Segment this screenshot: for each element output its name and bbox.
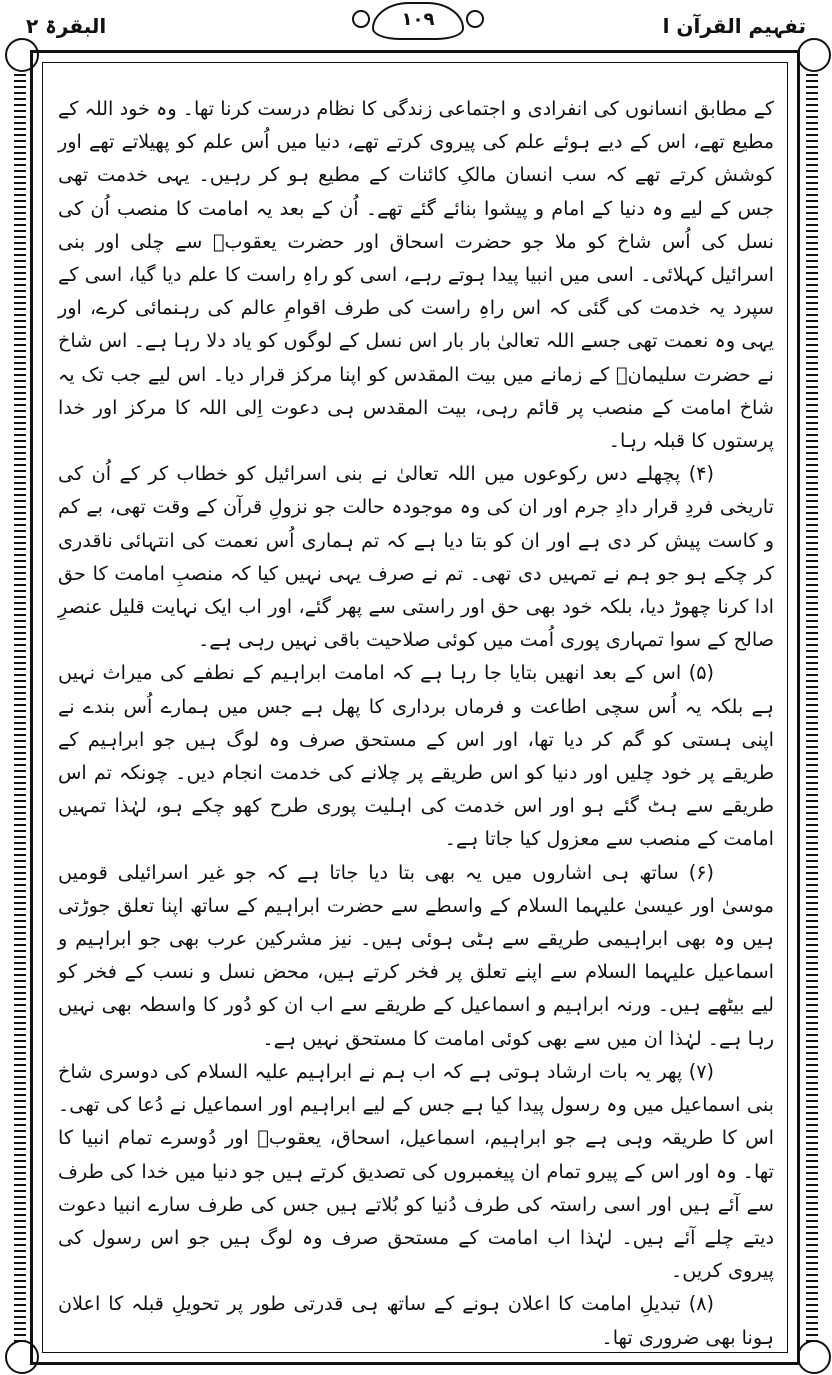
corner-ornament-icon [797,1340,831,1374]
ornament-left-icon [352,10,370,28]
paragraph-6: (۶) ساتھ ہی اشاروں میں یہ بھی بتا دیا جاتا ہے کہ جو غیر اسرائیلی قومیں موسیٰ اور عیسیٰ علیہما السلام کے واسطے سے حضرت ابراہیم کے ساتھ اپنا تعلق جوڑتی ہیں وہ بھی ابراہیمی طریقے سے ہٹی ہوئی ہیں۔ نیز مشرکین عرب بھی جو ابراہیم و اسماعیل علیہما السلام سے اپنے تعلق پر فخر کرتے ہیں، محض نسل و نسب کے فخر کو لیے بیٹھے ہیں۔ ورنہ ابراہیم و اسماعیل کے طریقے سے اب ان کو دُور کا واسطہ بھی نہیں رہا ہے۔ لہٰذا ان میں سے بھی کوئی امامت کا مستحق نہیں ہے۔ [58,860,774,1050]
page-header [0,0,832,50]
page-number-badge [372,2,464,40]
commentary-text [58,92,774,1354]
left-pillar-ornament [14,50,26,1365]
paragraph-7: (۷) پھر یہ بات ارشاد ہوتی ہے کہ اب ہم نے ابراہیم علیہ السلام کی دوسری شاخ بنی اسماعیل میں وہ رسول پیدا کیا ہے جس کے لیے ابراہیم اور اسماعیل نے دُعا کی تھی۔ اس کا طریقہ وہی ہے جو ابراہیم، اسماعیل، اسحاق، یعقوبؑ اور دُوسرے تمام انبیا کا تھا۔ وہ اور اس کے پیرو تمام ان پیغمبروں کی تصدیق کرتے ہیں جو دنیا میں خدا کی طرف سے آئے ہیں اور اسی راستہ کی طرف دُنیا کو بُلاتے ہیں جس کی طرف سارے انبیا دعوت دیتے چلے آئے ہیں۔ لہٰذا اب امامت کے مستحق صرف وہ لوگ ہیں جو اس رسول کی پیروی کریں۔ [58,1059,774,1283]
page-number: ۱۰۹ [401,9,435,30]
paragraph-continuation: کے مطابق انسانوں کی انفرادی و اجتماعی زندگی کا نظام درست کرنا تھا۔ وہ خود اللہ کے مطیع تھے، اس کے دیے ہوئے علم کی پیروی کرتے تھے، دنیا میں اُس علم کو پھیلاتے تھے اور کوشش کرتے تھے کہ سب انسان مالکِ کائنات کے مطیع ہو کر رہیں۔ یہی خدمت تھی جس کے لیے وہ دنیا کے امام و پیشوا بنائے گئے تھے۔ اُن کے بعد یہ امامت کا منصب اُن کی نسل کی اُس شاخ کو ملا جو حضرت اسحاق اور حضرت یعقوبؑ سے چلی اور بنی اسرائیل کہلائی۔ اسی میں انبیا پیدا ہوتے رہے، اسی کو راہِ راست کا علم دیا گیا، اسی کے سپرد یہ خدمت کی گئی کہ اس راہِ راست کی طرف اقوامِ عالم کی رہنمائی کرے، اور یہی وہ نعمت تھی جسے اللہ تعالیٰ بار بار اس نسل کے لوگوں کو یاد دلا رہا ہے۔ اس شاخ نے حضرت سلیمانؑ کے زمانے میں بیت المقدس کو اپنا مرکز قرار دیا۔ اس لیے جب تک یہ شاخ امامت کے منصب پر قائم رہی، بیت المقدس ہی دعوت اِلی اللہ کا مرکز اور خدا پرستوں کا قبلہ رہا۔ [58,97,774,453]
surah-name: البقرۃ ۲ [26,14,107,38]
corner-ornament-icon [797,38,831,72]
paragraph-5: (۵) اس کے بعد انھیں بتایا جا رہا ہے کہ امامت ابراہیم کے نطفے کی میراث نہیں ہے بلکہ یہ اُس سچی اطاعت و فرماں برداری کا پھل ہے جس میں ہمارے اُس بندے نے اپنی ہستی کو گم کر دیا تھا، اور اس کے مستحق صرف وہ لوگ ہیں جو ابراہیم کے طریقے پر خود چلیں اور دنیا کو اس طریقے پر چلانے کی خدمت انجام دیں۔ چونکہ تم اس طریقے سے ہٹ گئے ہو اور اس خدمت کی اہلیت پوری طرح کھو چکے ہو، لہٰذا تمہیں امامت کے منصب سے معزول کیا جاتا ہے۔ [58,661,774,851]
ornament-right-icon [466,10,484,28]
paragraph-8: (۸) تبدیلِ امامت کا اعلان ہونے کے ساتھ ہی قدرتی طور پر تحویلِ قبلہ کا اعلان ہونا بھی ضروری تھا۔ [58,1292,774,1349]
book-title: تفہیم القرآن ا [662,14,806,38]
paragraph-4: (۴) پچھلے دس رکوعوں میں اللہ تعالیٰ نے بنی اسرائیل کو خطاب کر کے اُن کی تاریخی فردِ قرار دادِ جرم اور ان کی وہ موجودہ حالت جو نزولِ قرآن کے وقت تھی، بے کم و کاست پیش کر دی ہے اور ان کو بتا دیا ہے کہ تم ہماری اُس نعمت کی انتہائی ناقدری کر چکے ہو جو ہم نے تمہیں دی تھی۔ تم نے صرف یہی نہیں کیا کہ منصبِ امامت کا حق ادا کرنا چھوڑ دیا، بلکہ خود بھی حق اور راستی سے پھر گئے، اور اب ایک نہایت قلیل عنصرِ صالح کے سوا تمہاری پوری اُمت میں کوئی صلاحیت باقی نہیں رہی ہے۔ [58,462,774,652]
right-pillar-ornament [806,50,818,1365]
